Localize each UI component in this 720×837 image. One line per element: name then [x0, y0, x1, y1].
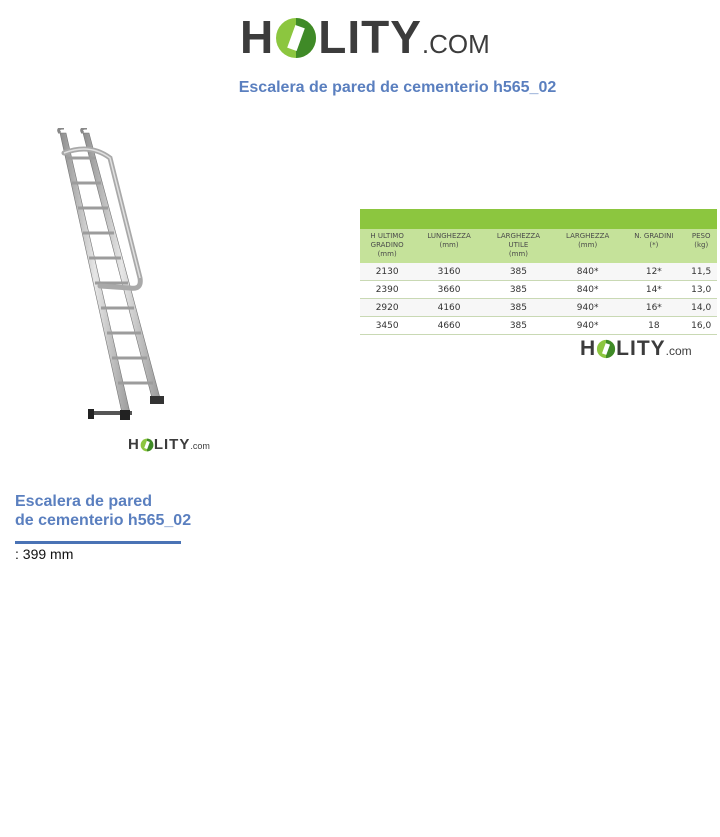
col-peso: PESO (kg) — [685, 229, 717, 263]
table-row: 2130 3160 385 840* 12* 11,5 — [360, 263, 717, 281]
spec-table — [360, 209, 717, 335]
table-row: 2390 3660 385 840* 14* 13,0 — [360, 281, 717, 299]
table-row: 3450 4660 385 940* 18 16,0 — [360, 317, 717, 335]
logo-suffix: LITY — [153, 436, 191, 453]
logo-domain: .com — [665, 344, 692, 358]
col-h-ultimo-gradino: H ULTIMO GRADINO (mm) — [360, 229, 414, 263]
logo-suffix: LITY — [616, 337, 666, 360]
product-name-line2: de cementerio h565_02 — [15, 512, 192, 529]
table-header-bar — [360, 209, 717, 229]
product-name-line1: Escalera de pared — [15, 493, 152, 510]
page-title: Escalera de pared de cementerio h565_02 — [238, 79, 557, 96]
logo-domain: .COM — [421, 29, 490, 59]
logo-o-icon — [140, 438, 154, 452]
divider — [15, 541, 181, 544]
logo-suffix: LITY — [318, 11, 422, 63]
wall-ladder-photo-icon — [50, 128, 190, 428]
logo-domain: .com — [190, 441, 210, 451]
col-larghezza: LARGHEZZA (mm) — [553, 229, 622, 263]
holity-logo-table — [580, 338, 692, 359]
product-name — [15, 492, 191, 530]
logo-prefix: H — [128, 436, 140, 453]
logo-o-icon — [274, 16, 318, 60]
logo-prefix: H — [580, 337, 597, 360]
col-lunghezza: LUNGHEZZA (mm) — [414, 229, 484, 263]
logo-o-icon — [596, 339, 616, 359]
table-row: 2920 4160 385 940* 16* 14,0 — [360, 299, 717, 317]
spec-value: : 399 mm — [15, 546, 74, 562]
holity-logo-image — [128, 437, 210, 452]
logo-prefix: H — [240, 11, 275, 63]
holity-logo[interactable] — [240, 11, 490, 63]
col-larghezza-utile: LARGHEZZA UTILE (mm) — [484, 229, 553, 263]
col-n-gradini: N. GRADINI (*) — [622, 229, 685, 263]
